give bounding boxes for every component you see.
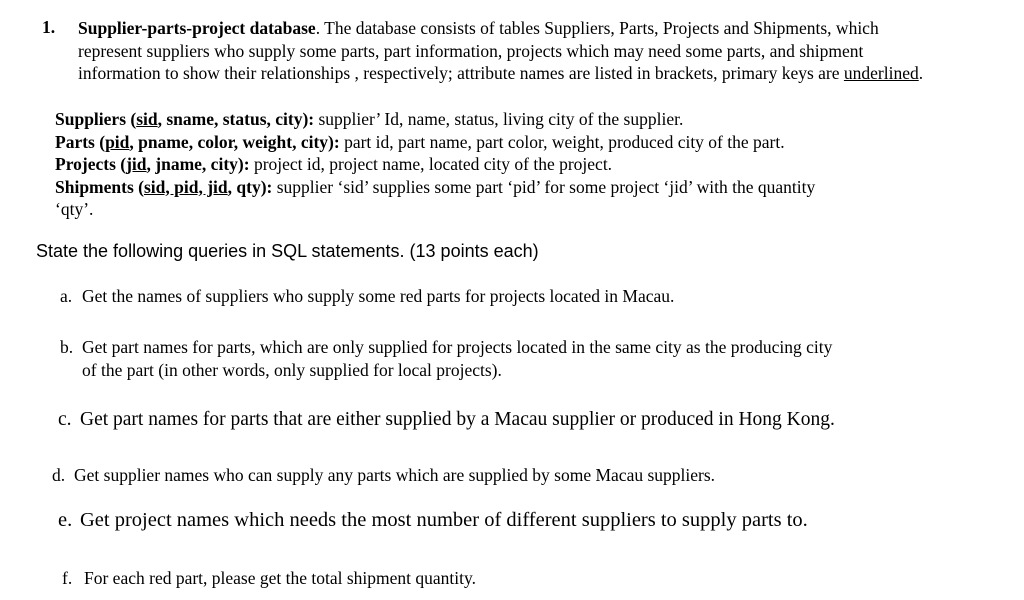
query-label: c.	[58, 409, 72, 430]
primary-key: pid	[105, 131, 130, 152]
instruction-text: State the following queries in SQL statements. (13 points each)	[36, 241, 539, 261]
query-label: e.	[58, 509, 73, 531]
primary-key: sid, pid, jid	[143, 176, 228, 197]
schema-projects: Projects (jid, jname, city): project id, project name, located city of the project.	[55, 154, 613, 174]
schema-list	[55, 108, 955, 221]
query-label: d.	[52, 465, 66, 485]
schema-suppliers: Suppliers (sid, sname, status, city): supplier’ Id, name, status, living city of the supplier.	[55, 109, 684, 129]
intro-end: .	[918, 63, 924, 83]
question-number: 1.	[42, 17, 56, 37]
query-text: For each red part, please get the total shipment quantity.	[84, 568, 477, 588]
primary-key: jid	[126, 154, 147, 174]
query-text-cont: of the part (in other words, only supplied for local projects).	[82, 359, 502, 380]
query-text: Get part names for parts that are either supplied by a Macau supplier or produced in Hong Kong.	[80, 409, 835, 430]
primary-key: sid	[136, 109, 158, 129]
query-label: a.	[60, 286, 73, 306]
intro-text: . The database consists of tables Suppliers, Parts, Projects and Shipments, which represent suppliers who supply some parts, part information, projects which may need some parts, and shipment information to show their relationships , respectively; attribute names are listed in brackets, primary keys are	[78, 18, 879, 83]
schema-shipments: Shipments (sid, pid, jid, qty): supplier ‘sid’ supplies some part ‘pid’ for some project ‘jid’ with the quantity	[55, 176, 816, 197]
schema-shipments-cont: ‘qty’.	[55, 199, 94, 219]
query-label: f.	[62, 568, 73, 588]
query-text: Get supplier names who can supply any parts which are supplied by some Macau suppliers.	[74, 465, 716, 485]
query-label: b.	[60, 337, 74, 357]
schema-parts: Parts (pid, pname, color, weight, city): part id, part name, part color, weight, produced city of the part.	[55, 131, 785, 152]
question-intro	[78, 17, 938, 85]
query-text: Get project names which needs the most number of different suppliers to supply parts to.	[80, 509, 808, 531]
question-title: Supplier-parts-project database	[78, 18, 316, 38]
query-text: Get the names of suppliers who supply some red parts for projects located in Macau.	[82, 286, 675, 306]
query-text: Get part names for parts, which are only supplied for projects located in the same city as the producing city	[82, 337, 833, 357]
query-b	[60, 336, 960, 382]
underlined-word: underlined	[843, 63, 919, 83]
